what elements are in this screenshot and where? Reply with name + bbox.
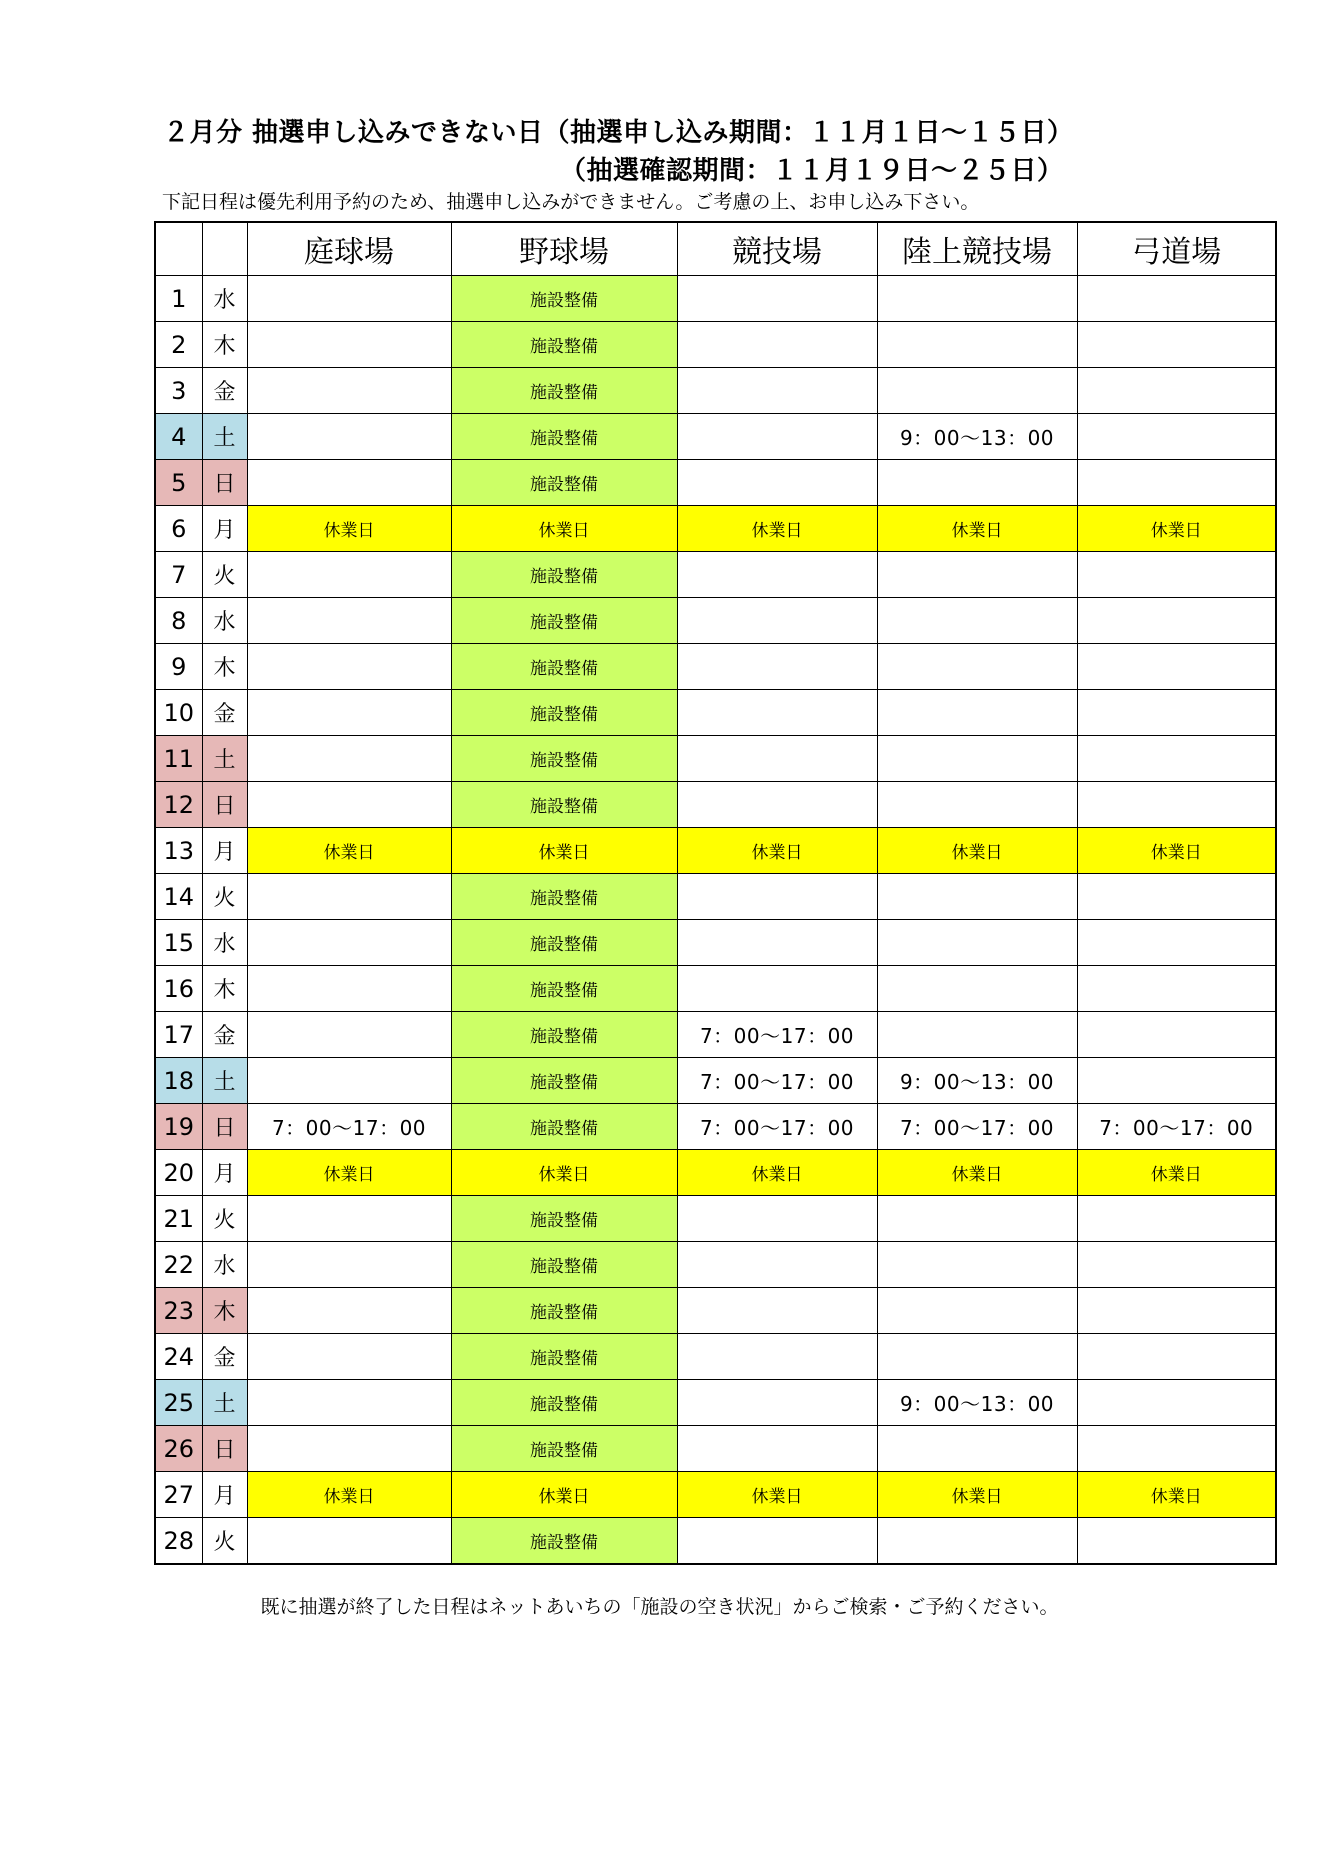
stadium-cell	[677, 1426, 877, 1472]
archery-range-cell	[1077, 644, 1276, 690]
archery-range-cell	[1077, 1334, 1276, 1380]
stadium-cell	[677, 1288, 877, 1334]
stadium-cell	[677, 322, 877, 368]
archery-range-cell	[1077, 276, 1276, 322]
archery-range-cell	[1077, 1288, 1276, 1334]
weekday: 木	[202, 322, 247, 368]
weekday: 火	[202, 1518, 247, 1565]
table-row	[155, 1472, 1276, 1518]
stadium-cell	[677, 782, 877, 828]
archery-range-cell	[1077, 1518, 1276, 1565]
day-number: 4	[155, 414, 202, 460]
baseball-field-cell: 施設整備	[451, 598, 677, 644]
baseball-field-cell: 施設整備	[451, 276, 677, 322]
header-archery-range: 弓道場	[1077, 222, 1276, 276]
table-row	[155, 828, 1276, 874]
tennis-court-cell	[247, 368, 451, 414]
baseball-field-cell: 休業日	[451, 1150, 677, 1196]
day-number: 19	[155, 1104, 202, 1150]
stadium-cell: 休業日	[677, 1472, 877, 1518]
athletics-field-cell	[877, 1012, 1077, 1058]
day-number: 3	[155, 368, 202, 414]
tennis-court-cell	[247, 690, 451, 736]
table-row	[155, 1288, 1276, 1334]
athletics-field-cell	[877, 690, 1077, 736]
weekday: 日	[202, 782, 247, 828]
day-number: 7	[155, 552, 202, 598]
baseball-field-cell: 休業日	[451, 828, 677, 874]
stadium-cell: 休業日	[677, 1150, 877, 1196]
weekday: 日	[202, 460, 247, 506]
stadium-cell	[677, 1196, 877, 1242]
header-stadium: 競技場	[677, 222, 877, 276]
baseball-field-cell: 施設整備	[451, 782, 677, 828]
baseball-field-cell: 施設整備	[451, 1334, 677, 1380]
header-weekday	[202, 222, 247, 276]
weekday: 月	[202, 506, 247, 552]
stadium-cell	[677, 276, 877, 322]
day-number: 15	[155, 920, 202, 966]
day-number: 21	[155, 1196, 202, 1242]
tennis-court-cell	[247, 782, 451, 828]
athletics-field-cell	[877, 368, 1077, 414]
stadium-cell	[677, 1380, 877, 1426]
tennis-court-cell	[247, 1426, 451, 1472]
baseball-field-cell: 施設整備	[451, 460, 677, 506]
schedule-table	[154, 221, 1277, 1565]
tennis-court-cell	[247, 322, 451, 368]
table-row	[155, 1380, 1276, 1426]
athletics-field-cell	[877, 1334, 1077, 1380]
stadium-cell	[677, 736, 877, 782]
archery-range-cell: 休業日	[1077, 506, 1276, 552]
weekday: 金	[202, 1012, 247, 1058]
athletics-field-cell: 9：00～13：00	[877, 1380, 1077, 1426]
table-row	[155, 552, 1276, 598]
weekday: 水	[202, 1242, 247, 1288]
baseball-field-cell: 施設整備	[451, 1426, 677, 1472]
table-row	[155, 1058, 1276, 1104]
baseball-field-cell: 施設整備	[451, 1196, 677, 1242]
tennis-court-cell	[247, 736, 451, 782]
weekday: 火	[202, 1196, 247, 1242]
baseball-field-cell: 施設整備	[451, 1012, 677, 1058]
archery-range-cell: 7：00～17：00	[1077, 1104, 1276, 1150]
weekday: 月	[202, 1472, 247, 1518]
day-number: 25	[155, 1380, 202, 1426]
table-row	[155, 690, 1276, 736]
day-number: 23	[155, 1288, 202, 1334]
athletics-field-cell	[877, 966, 1077, 1012]
weekday: 水	[202, 276, 247, 322]
table-row	[155, 1242, 1276, 1288]
weekday: 月	[202, 1150, 247, 1196]
stadium-cell: 7：00～17：00	[677, 1104, 877, 1150]
table-row	[155, 1518, 1276, 1565]
archery-range-cell: 休業日	[1077, 1472, 1276, 1518]
notice-text: 下記日程は優先利用予約のため、抽選申し込みができません。ご考慮の上、お申し込み下さい。	[162, 191, 980, 213]
table-row	[155, 1012, 1276, 1058]
athletics-field-cell	[877, 1288, 1077, 1334]
archery-range-cell	[1077, 966, 1276, 1012]
tennis-court-cell	[247, 276, 451, 322]
archery-range-cell	[1077, 1196, 1276, 1242]
archery-range-cell	[1077, 736, 1276, 782]
tennis-court-cell	[247, 414, 451, 460]
day-number: 27	[155, 1472, 202, 1518]
header-row	[155, 222, 1276, 276]
tennis-court-cell	[247, 1288, 451, 1334]
athletics-field-cell	[877, 920, 1077, 966]
tennis-court-cell	[247, 920, 451, 966]
table-row	[155, 368, 1276, 414]
stadium-cell	[677, 368, 877, 414]
table-row	[155, 782, 1276, 828]
baseball-field-cell: 施設整備	[451, 1518, 677, 1565]
athletics-field-cell	[877, 644, 1077, 690]
athletics-field-cell	[877, 1518, 1077, 1565]
athletics-field-cell	[877, 736, 1077, 782]
tennis-court-cell	[247, 644, 451, 690]
baseball-field-cell: 施設整備	[451, 552, 677, 598]
archery-range-cell	[1077, 1380, 1276, 1426]
athletics-field-cell: 9：00～13：00	[877, 414, 1077, 460]
table-row	[155, 920, 1276, 966]
stadium-cell: 休業日	[677, 506, 877, 552]
archery-range-cell	[1077, 874, 1276, 920]
baseball-field-cell: 施設整備	[451, 874, 677, 920]
archery-range-cell	[1077, 552, 1276, 598]
weekday: 木	[202, 966, 247, 1012]
tennis-court-cell: 休業日	[247, 506, 451, 552]
weekday: 火	[202, 552, 247, 598]
baseball-field-cell: 施設整備	[451, 736, 677, 782]
day-number: 13	[155, 828, 202, 874]
stadium-cell: 休業日	[677, 828, 877, 874]
weekday: 金	[202, 1334, 247, 1380]
day-number: 16	[155, 966, 202, 1012]
baseball-field-cell: 休業日	[451, 506, 677, 552]
weekday: 土	[202, 414, 247, 460]
athletics-field-cell: 休業日	[877, 506, 1077, 552]
day-number: 10	[155, 690, 202, 736]
day-number: 17	[155, 1012, 202, 1058]
baseball-field-cell: 施設整備	[451, 1104, 677, 1150]
tennis-court-cell: 7：00～17：00	[247, 1104, 451, 1150]
baseball-field-cell: 施設整備	[451, 1242, 677, 1288]
athletics-field-cell	[877, 1242, 1077, 1288]
baseball-field-cell: 施設整備	[451, 414, 677, 460]
athletics-field-cell: 休業日	[877, 1472, 1077, 1518]
archery-range-cell	[1077, 1058, 1276, 1104]
athletics-field-cell	[877, 874, 1077, 920]
table-row	[155, 322, 1276, 368]
header-tennis-court: 庭球場	[247, 222, 451, 276]
athletics-field-cell: 9：00～13：00	[877, 1058, 1077, 1104]
weekday: 土	[202, 1058, 247, 1104]
table-row	[155, 414, 1276, 460]
weekday: 金	[202, 690, 247, 736]
athletics-field-cell	[877, 1426, 1077, 1472]
archery-range-cell	[1077, 1242, 1276, 1288]
stadium-cell	[677, 460, 877, 506]
table-row	[155, 874, 1276, 920]
archery-range-cell	[1077, 1426, 1276, 1472]
athletics-field-cell: 休業日	[877, 1150, 1077, 1196]
weekday: 土	[202, 1380, 247, 1426]
day-number: 20	[155, 1150, 202, 1196]
day-number: 24	[155, 1334, 202, 1380]
weekday: 土	[202, 736, 247, 782]
tennis-court-cell	[247, 598, 451, 644]
athletics-field-cell	[877, 782, 1077, 828]
baseball-field-cell: 施設整備	[451, 920, 677, 966]
day-number: 6	[155, 506, 202, 552]
athletics-field-cell: 7：00～17：00	[877, 1104, 1077, 1150]
page-title: ２月分 抽選申し込みできない日（抽選申し込み期間：１１月１日～１５日）	[163, 118, 1074, 148]
athletics-field-cell	[877, 552, 1077, 598]
weekday: 火	[202, 874, 247, 920]
baseball-field-cell: 施設整備	[451, 1288, 677, 1334]
weekday: 金	[202, 368, 247, 414]
day-number: 8	[155, 598, 202, 644]
day-number: 12	[155, 782, 202, 828]
weekday: 木	[202, 1288, 247, 1334]
athletics-field-cell	[877, 598, 1077, 644]
baseball-field-cell: 施設整備	[451, 690, 677, 736]
stadium-cell: 7：00～17：00	[677, 1012, 877, 1058]
baseball-field-cell: 施設整備	[451, 368, 677, 414]
table-row	[155, 506, 1276, 552]
archery-range-cell	[1077, 782, 1276, 828]
table-row	[155, 1196, 1276, 1242]
archery-range-cell	[1077, 598, 1276, 644]
archery-range-cell	[1077, 690, 1276, 736]
table-row	[155, 1426, 1276, 1472]
tennis-court-cell	[247, 1242, 451, 1288]
weekday: 日	[202, 1426, 247, 1472]
athletics-field-cell: 休業日	[877, 828, 1077, 874]
table-row	[155, 598, 1276, 644]
stadium-cell	[677, 920, 877, 966]
baseball-field-cell: 休業日	[451, 1472, 677, 1518]
stadium-cell	[677, 644, 877, 690]
stadium-cell	[677, 690, 877, 736]
baseball-field-cell: 施設整備	[451, 644, 677, 690]
weekday: 木	[202, 644, 247, 690]
day-number: 18	[155, 1058, 202, 1104]
weekday: 水	[202, 598, 247, 644]
archery-range-cell	[1077, 1012, 1276, 1058]
day-number: 5	[155, 460, 202, 506]
day-number: 1	[155, 276, 202, 322]
day-number: 2	[155, 322, 202, 368]
stadium-cell	[677, 874, 877, 920]
baseball-field-cell: 施設整備	[451, 1058, 677, 1104]
table-row	[155, 1104, 1276, 1150]
athletics-field-cell	[877, 322, 1077, 368]
header-athletics-field: 陸上競技場	[877, 222, 1077, 276]
tennis-court-cell	[247, 1334, 451, 1380]
day-number: 26	[155, 1426, 202, 1472]
archery-range-cell	[1077, 414, 1276, 460]
athletics-field-cell	[877, 276, 1077, 322]
day-number: 14	[155, 874, 202, 920]
table-row	[155, 1334, 1276, 1380]
weekday: 日	[202, 1104, 247, 1150]
athletics-field-cell	[877, 460, 1077, 506]
archery-range-cell	[1077, 460, 1276, 506]
tennis-court-cell	[247, 1196, 451, 1242]
tennis-court-cell	[247, 1058, 451, 1104]
archery-range-cell	[1077, 920, 1276, 966]
footer-note: 既に抽選が終了した日程はネットあいちの「施設の空き状況」からご検索・ご予約ください。	[260, 1596, 1059, 1618]
stadium-cell	[677, 1518, 877, 1565]
stadium-cell	[677, 598, 877, 644]
table-row	[155, 644, 1276, 690]
tennis-court-cell	[247, 966, 451, 1012]
table-row	[155, 966, 1276, 1012]
archery-range-cell	[1077, 322, 1276, 368]
tennis-court-cell	[247, 874, 451, 920]
tennis-court-cell	[247, 1518, 451, 1565]
tennis-court-cell	[247, 1012, 451, 1058]
weekday: 月	[202, 828, 247, 874]
header-baseball-field: 野球場	[451, 222, 677, 276]
stadium-cell	[677, 414, 877, 460]
confirmation-period: （抽選確認期間：１１月１９日～２５日）	[560, 156, 1064, 186]
archery-range-cell: 休業日	[1077, 828, 1276, 874]
baseball-field-cell: 施設整備	[451, 1380, 677, 1426]
weekday: 水	[202, 920, 247, 966]
table-row	[155, 460, 1276, 506]
archery-range-cell	[1077, 368, 1276, 414]
stadium-cell	[677, 1242, 877, 1288]
day-number: 28	[155, 1518, 202, 1565]
day-number: 9	[155, 644, 202, 690]
stadium-cell: 7：00～17：00	[677, 1058, 877, 1104]
header-day	[155, 222, 202, 276]
stadium-cell	[677, 1334, 877, 1380]
tennis-court-cell	[247, 552, 451, 598]
stadium-cell	[677, 552, 877, 598]
table-row	[155, 276, 1276, 322]
baseball-field-cell: 施設整備	[451, 322, 677, 368]
table-row	[155, 1150, 1276, 1196]
stadium-cell	[677, 966, 877, 1012]
tennis-court-cell: 休業日	[247, 1150, 451, 1196]
day-number: 11	[155, 736, 202, 782]
baseball-field-cell: 施設整備	[451, 966, 677, 1012]
table-row	[155, 736, 1276, 782]
tennis-court-cell	[247, 460, 451, 506]
tennis-court-cell	[247, 1380, 451, 1426]
tennis-court-cell: 休業日	[247, 828, 451, 874]
day-number: 22	[155, 1242, 202, 1288]
archery-range-cell: 休業日	[1077, 1150, 1276, 1196]
tennis-court-cell: 休業日	[247, 1472, 451, 1518]
athletics-field-cell	[877, 1196, 1077, 1242]
